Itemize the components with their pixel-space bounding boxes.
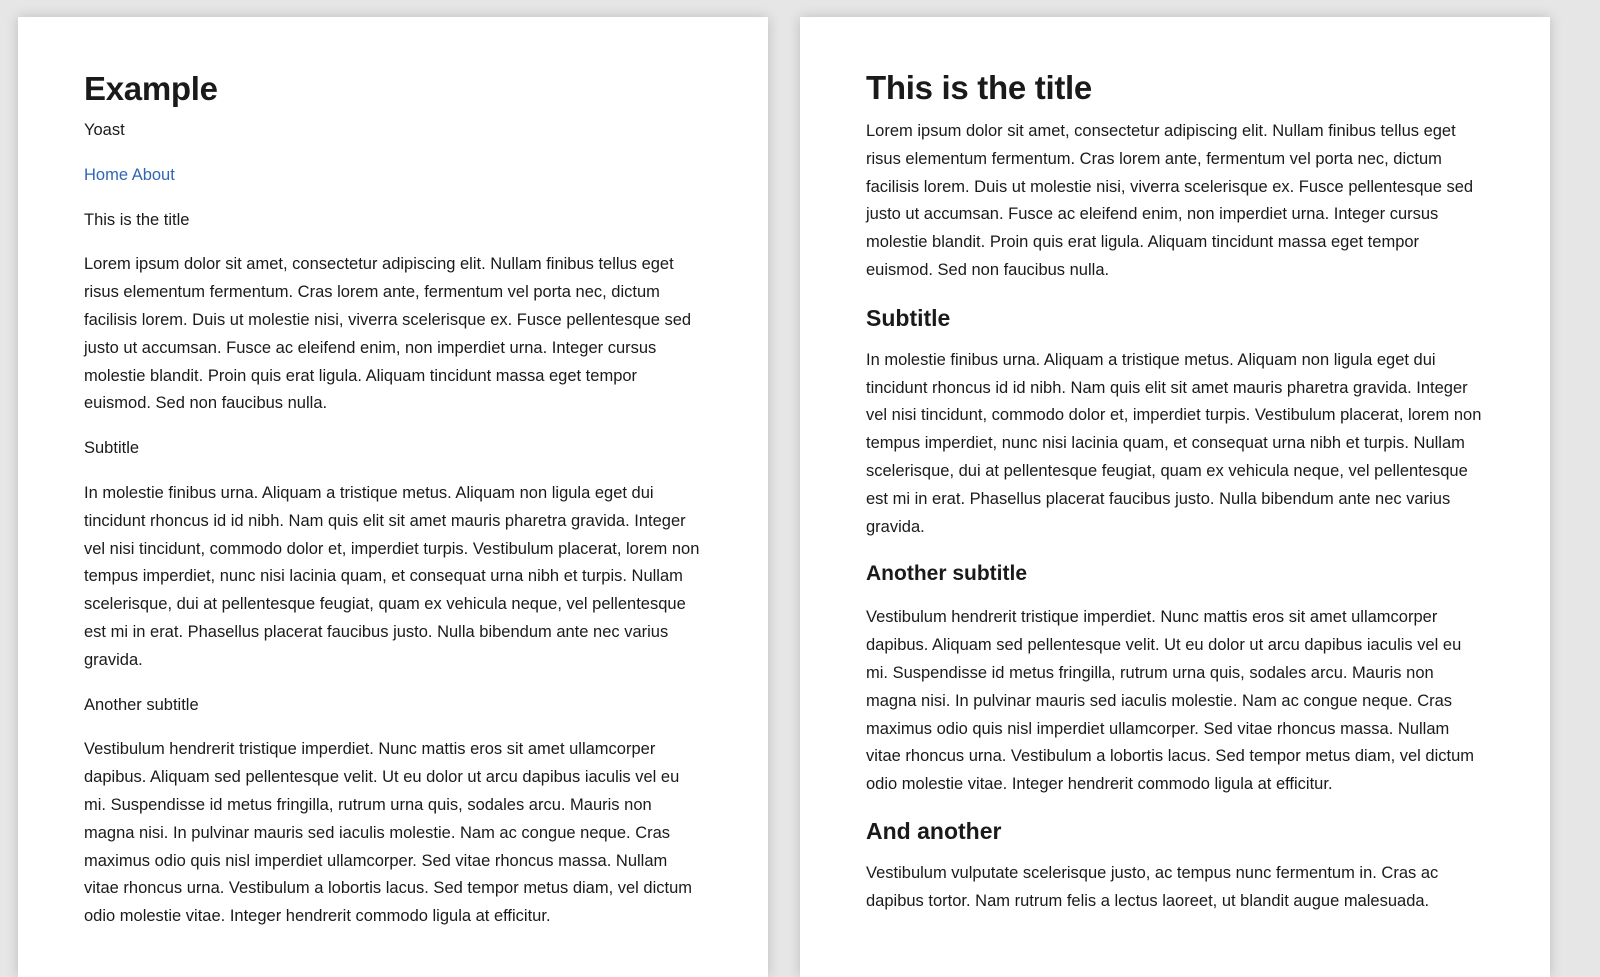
nav-link-about[interactable]: About — [131, 165, 175, 184]
another-subtitle-heading: Another subtitle — [866, 562, 1027, 586]
site-name: Yoast — [84, 121, 125, 139]
paragraph: Vestibulum vulputate scelerisque justo, ac tempus nunc fermentum in. Cras ac dapibus tortor. Nam rutrum felis a lectus laoreet, ut blandit augue malesuada. — [866, 863, 1439, 910]
subtitle-heading: Subtitle — [866, 304, 951, 331]
paragraph: In molestie finibus urna. Aliquam a tristique metus. Aliquam non ligula eget dui tincidunt rhoncus id id nibh. Nam quis elit sit amet mauris pharetra gravida. Integer vel nisi tincidunt, commodo dolor et, imperdiet turpis. Vestibulum placerat, lorem non tempus imperdiet, nunc nisi lacinia quam, et consequat urna nibh et turpis. Nullam scelerisque, dui at pellentesque feugiat, quam ex vehicula neque, vel pellentesque est mi in erat. Phasellus placerat faucibus justo. Nulla bibendum ante nec varius gravida. — [866, 350, 1482, 536]
paragraph: In molestie finibus urna. Aliquam a tristique metus. Aliquam non ligula eget dui tincidunt rhoncus id id nibh. Nam quis elit sit amet mauris pharetra gravida. Integer vel nisi tincidunt, commodo dolor et, imperdiet turpis. Vestibulum placerat, lorem non tempus imperdiet, nunc nisi lacinia quam, et consequat urna nibh et turpis. Nullam scelerisque, dui at pellentesque feugiat, quam ex vehicula neque, vel pellentesque est mi in erat. Phasellus placerat faucibus justo. Nulla bibendum ante nec varius gravida. — [84, 483, 700, 669]
nav-link-home[interactable]: Home — [84, 165, 129, 184]
subtitle-line: Subtitle — [84, 439, 140, 458]
paragraph: Vestibulum hendrerit tristique imperdiet. Nunc mattis eros sit amet ullamcorper dapibus. Aliquam sed pellentesque velit. Ut eu dolor ut arcu dapibus iaculis vel eu mi. Suspendisse id metus fringilla, rutrum urna quis, sodales arcu. Mauris non magna nisi. In pulvinar mauris sed iaculis molestie. Nam ac congue neque. Cras maximus odio quis nisl imperdiet ullamcorper. Sed vitae rhoncus massa. Nullam vitae rhoncus urna. Vestibulum a lobortis lacus. Sed tempor metus diam, vel dictum odio molestie vitae. Integer hendrerit commodo ligula at efficitur. — [866, 608, 1475, 794]
and-another-heading: And another — [866, 817, 1002, 844]
paragraph: Lorem ipsum dolor sit amet, consectetur adipiscing elit. Nullam finibus tellus eget risus elementum fermentum. Cras lorem ante, fermentum vel porta nec, dictum facilisis lorem. Duis ut molestie nisi, viverra scelerisque ex. Fusce pellentesque sed justo ut accumsan. Fusce ac eleifend enim, non imperdiet urna. Integer cursus molestie blandit. Proin quis erat ligula. Aliquam tincidunt massa eget tempor euismod. Sed non faucibus nulla. — [84, 255, 692, 413]
paragraph: Vestibulum hendrerit tristique imperdiet. Nunc mattis eros sit amet ullamcorper dapibus. Aliquam sed pellentesque velit. Ut eu dolor ut arcu dapibus iaculis vel eu mi. Suspendisse id metus fringilla, rutrum urna quis, sodales arcu. Mauris non magna nisi. In pulvinar mauris sed iaculis molestie. Nam ac congue neque. Cras maximus odio quis nisl imperdiet ullamcorper. Sed vitae rhoncus massa. Nullam vitae rhoncus urna. Vestibulum a lobortis lacus. Sed tempor metus diam, vel dictum odio molestie vitae. Integer hendrerit commodo ligula at efficitur. — [84, 740, 693, 926]
another-subtitle-line: Another subtitle — [84, 695, 199, 714]
unstyled-page-preview — [18, 17, 768, 977]
styled-page-preview — [800, 17, 1550, 977]
article-title: This is the title — [866, 69, 1092, 106]
paragraph: Lorem ipsum dolor sit amet, consectetur adipiscing elit. Nullam finibus tellus eget risus elementum fermentum. Cras lorem ante, fermentum vel porta nec, dictum facilisis lorem. Duis ut molestie nisi, viverra scelerisque ex. Fusce pellentesque sed justo ut accumsan. Fusce ac eleifend enim, non imperdiet urna. Integer cursus molestie blandit. Proin quis erat ligula. Aliquam tincidunt massa eget tempor euismod. Sed non faucibus nulla. — [866, 122, 1474, 279]
nav-links — [84, 162, 702, 190]
title-line: This is the title — [84, 210, 190, 229]
page-heading: Example — [84, 70, 218, 107]
